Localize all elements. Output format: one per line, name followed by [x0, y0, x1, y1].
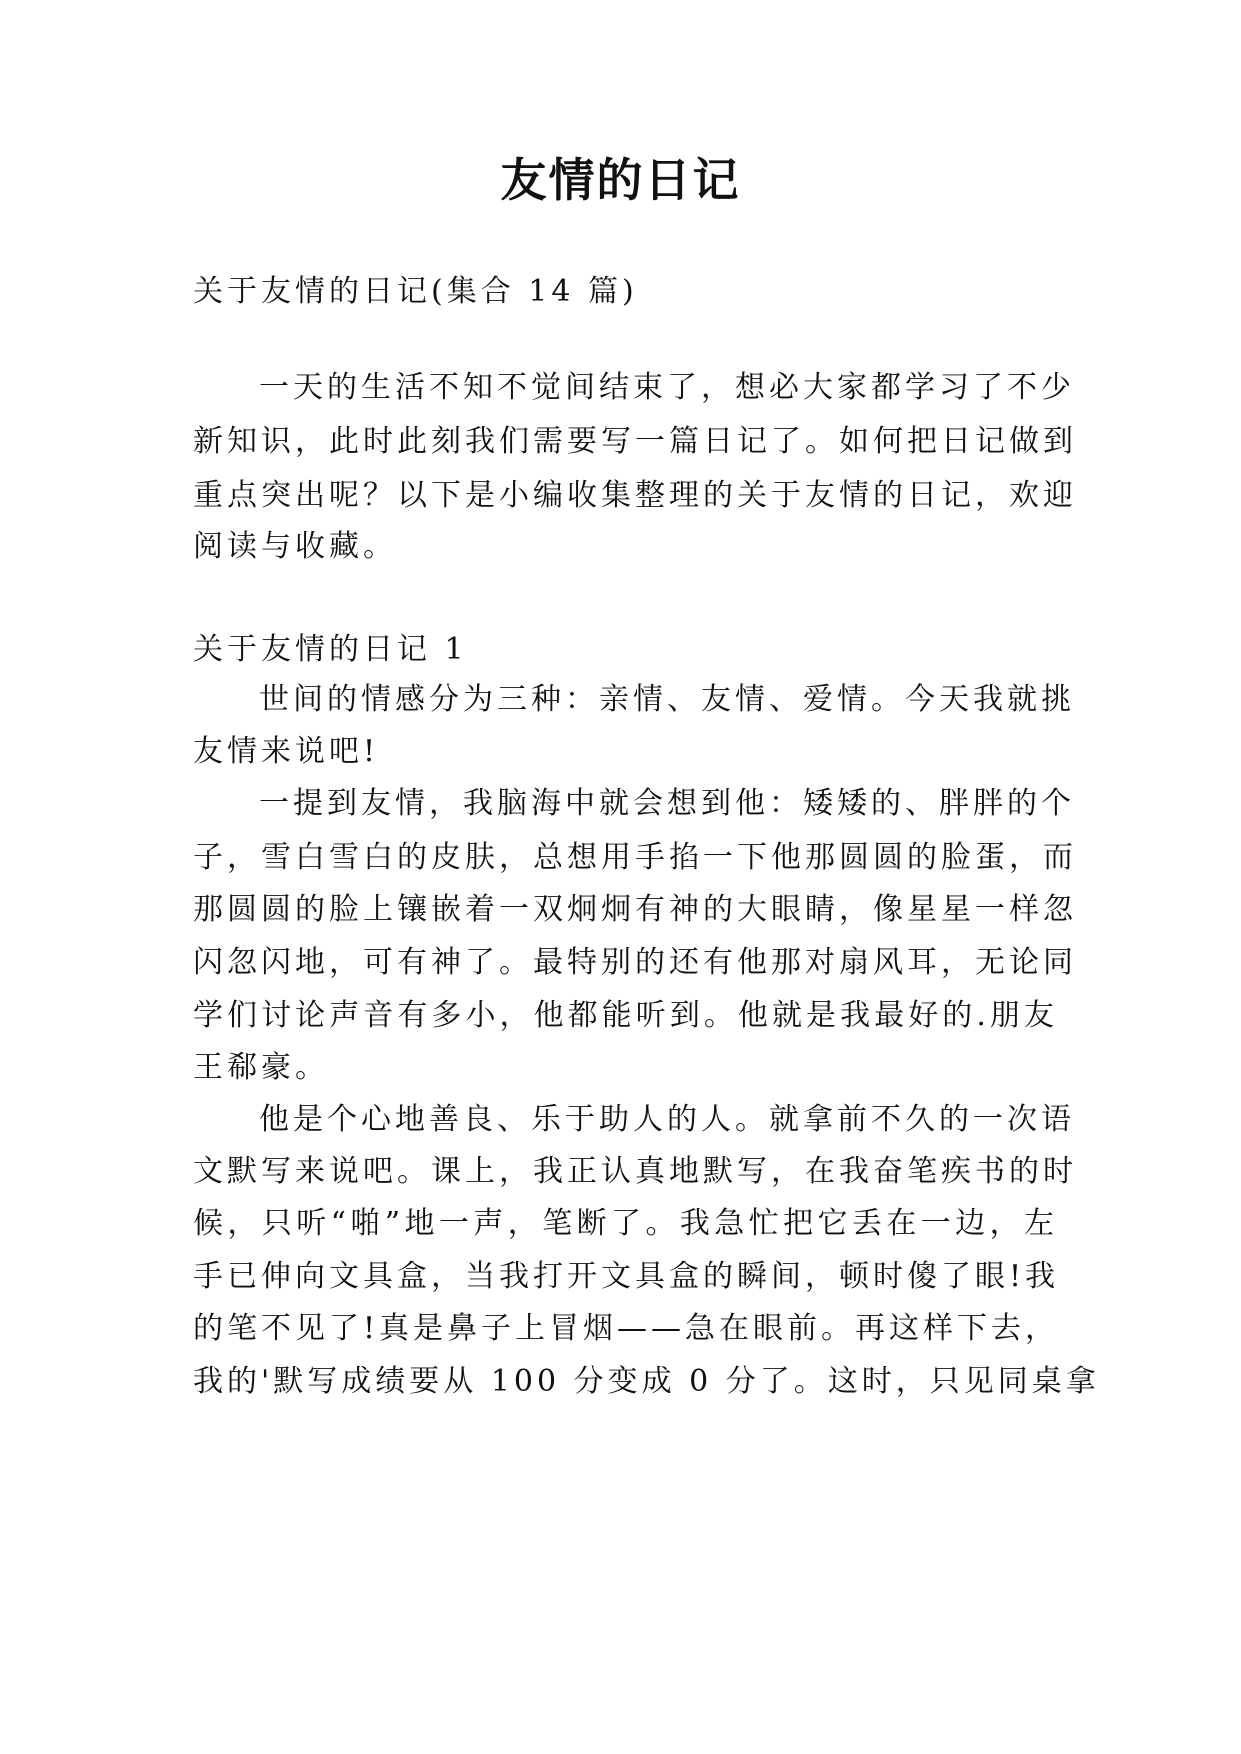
document-title: 友情的日记 [500, 153, 741, 207]
paragraph-line: 一提到友情，我脑海中就会想到他：矮矮的、胖胖的个 [259, 786, 1075, 821]
paragraph-line: 世间的情感分为三种：亲情、友情、爱情。今天我就挑 [259, 682, 1075, 717]
paragraph-line: 的笔不见了!真是鼻子上冒烟——急在眼前。再这样下去， [193, 1311, 1060, 1346]
paragraph-line: 他是个心地善良、乐于助人的人。就拿前不久的一次语 [259, 1102, 1075, 1137]
paragraph-line: 候，只听“啪”地一声，笔断了。我急忙把它丢在一边，左 [193, 1206, 1058, 1241]
paragraph-line: 手已伸向文具盒，当我打开文具盒的瞬间，顿时傻了眼!我 [193, 1259, 1060, 1294]
paragraph-line: 我的'默写成绩要从 100 分变成 0 分了。这时，只见同桌拿 [193, 1364, 1100, 1399]
intro-line: 新知识，此时此刻我们需要写一篇日记了。如何把日记做到 [193, 424, 1077, 459]
paragraph-line: 那圆圆的脸上镶嵌着一双炯炯有神的大眼睛，像星星一样忽 [193, 892, 1077, 927]
paragraph-line: 学们讨论声音有多小，他都能听到。他就是我最好的.朋友 [193, 998, 1058, 1033]
paragraph-line: 友情来说吧! [193, 734, 380, 769]
intro-line: 重点突出呢？以下是小编收集整理的关于友情的日记，欢迎 [193, 478, 1077, 513]
section-heading: 关于友情的日记 1 [193, 632, 468, 667]
intro-line: 阅读与收藏。 [193, 529, 397, 564]
paragraph-line: 文默写来说吧。课上，我正认真地默写，在我奋笔疾书的时 [193, 1154, 1077, 1189]
intro-line: 一天的生活不知不觉间结束了，想必大家都学习了不少 [259, 370, 1075, 405]
paragraph-line: 王郗豪。 [193, 1050, 329, 1085]
paragraph-line: 闪忽闪地，可有神了。最特别的还有他那对扇风耳，无论同 [193, 945, 1077, 980]
paragraph-line: 子，雪白雪白的皮肤，总想用手掐一下他那圆圆的脸蛋，而 [193, 840, 1077, 875]
document-subtitle: 关于友情的日记(集合 14 篇) [193, 274, 638, 309]
